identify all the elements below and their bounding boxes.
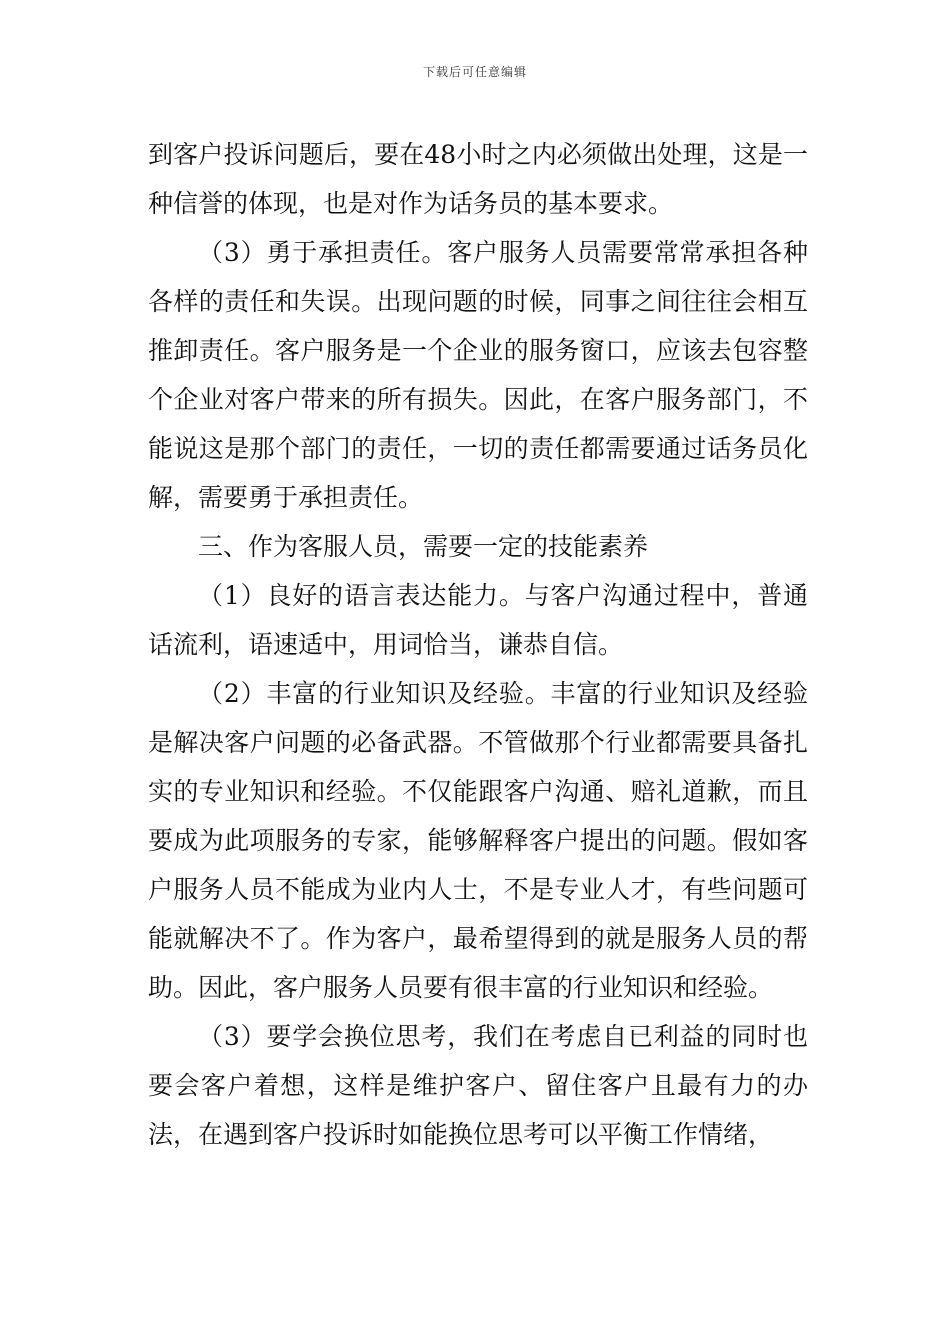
paragraph-4: （2）丰富的行业知识及经验。丰富的行业知识及经验是解决客户问题的必备武器。不管做那个行业都需要具备扎实的专业知识和经验。不仅能跟客户沟通、赔礼道歉，而且要成为此项服务的专家，能够解释客户提出的问题。假如客户服务人员不能成为业内人士，不是专业人才，有些问题可能就解决不了。作为客户，最希望得到的就是服务人员的帮助。因此，客户服务人员要有很丰富的行业知识和经验。 bbox=[148, 679, 808, 1002]
paragraph-2: （3）勇于承担责任。客户服务人员需要常常承担各种各样的责任和失误。出现问题的时候，同事之间往往会相互推卸责任。客户服务是一个企业的服务窗口，应该去包容整个企业对客户带来的所有损失。因此，在客户服务部门，不能说这是那个部门的责任，一切的责任都需要通过话务员化解，需要勇于承担责任。 bbox=[148, 238, 808, 512]
page-header: 下载后可任意编辑 bbox=[422, 65, 527, 79]
section-heading: 三、作为客服人员，需要一定的技能素养 bbox=[198, 532, 649, 561]
paragraph-1: 到客户投诉问题后，要在48小时之内必须做出处理，这是一种信誉的体现，也是对作为话务员的基本要求。 bbox=[148, 140, 808, 218]
paragraph-5: （3）要学会换位思考，我们在考虑自已利益的同时也要会客户着想，这样是维护客户、留住客户且最有力的办法，在遇到客户投诉时如能换位思考可以平衡工作情绪， bbox=[148, 1022, 808, 1149]
paragraph-3: （1）良好的语言表达能力。与客户沟通过程中，普通话流利，语速适中，用词恰当，谦恭自信。 bbox=[148, 581, 808, 659]
document-body bbox=[148, 130, 808, 1159]
